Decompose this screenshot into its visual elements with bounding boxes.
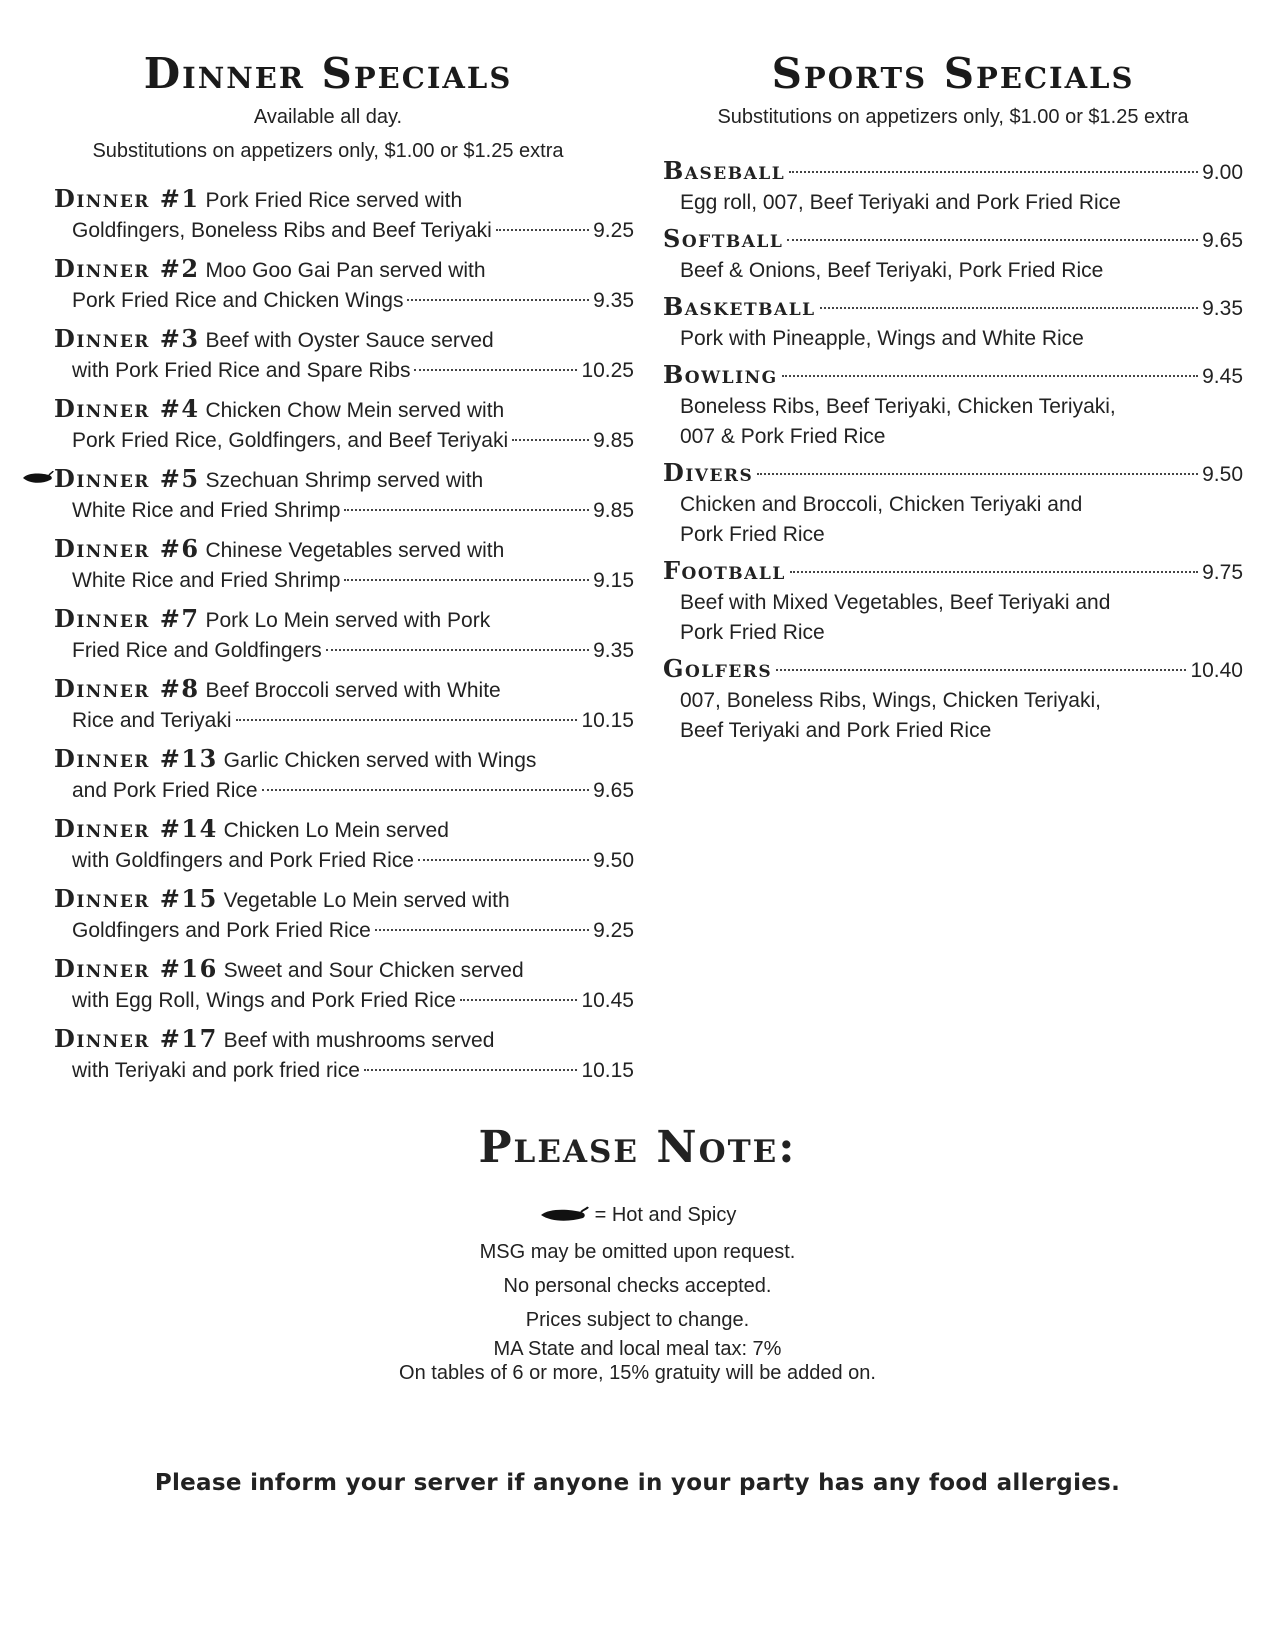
sports-item (663, 458, 1243, 550)
dinner-item-price: 9.85 (593, 429, 634, 452)
chili-pepper-icon (22, 470, 54, 486)
dinner-item-name: Dinner #2 (54, 254, 200, 283)
dinner-item-price: 9.25 (593, 919, 634, 942)
dinner-item-name: Dinner #13 (54, 744, 218, 773)
sports-item (663, 224, 1243, 286)
chili-pepper-icon (539, 1206, 589, 1224)
leader-dots (344, 579, 589, 581)
allergy-notice: Please inform your server if anyone in your party has any food allergies. (154, 1470, 1121, 1496)
dinner-item-price: 9.35 (593, 289, 634, 312)
dinner-item (22, 394, 634, 456)
dinner-item (22, 884, 634, 946)
leader-dots (344, 509, 589, 511)
sports-item-desc: Egg roll, 007, Beef Teriyaki and Pork Fried Rice (680, 191, 1121, 214)
dinner-item-name: Dinner #3 (54, 324, 200, 353)
dinner-item-price: 9.15 (593, 569, 634, 592)
sports-item-name: Softball (663, 224, 784, 253)
dinner-item-desc: Szechuan Shrimp served with (205, 469, 484, 492)
sports-substitutions: Substitutions on appetizers only, $1.00 or $1.25 extra (717, 106, 1189, 128)
dinner-item-name: Dinner #8 (54, 674, 200, 703)
dinner-item-desc: Chicken Chow Mein served with (205, 399, 505, 422)
dinner-item-desc-cont: Goldfingers, Boneless Ribs and Beef Teriyaki (72, 219, 492, 242)
dinner-item-desc: Pork Fried Rice served with (205, 189, 463, 212)
dinner-item-price: 10.45 (581, 989, 634, 1012)
leader-dots (776, 669, 1186, 671)
dinner-item-price: 9.35 (593, 639, 634, 662)
leader-dots (757, 473, 1198, 475)
dinner-item-name: Dinner #16 (54, 954, 218, 983)
sports-item-name: Basketball (663, 292, 816, 321)
dinner-item (22, 324, 634, 386)
dinner-item-desc-cont: with Egg Roll, Wings and Pork Fried Rice (72, 989, 456, 1012)
msg-note: MSG may be omitted upon request. (479, 1241, 796, 1263)
dinner-item-desc: Beef with mushrooms served (223, 1029, 495, 1052)
dinner-item-name: Dinner #1 (54, 184, 200, 213)
dinner-item-name: Dinner #4 (54, 394, 200, 423)
leader-dots (820, 307, 1199, 309)
dinner-item-desc-cont: Rice and Teriyaki (72, 709, 232, 732)
leader-dots (790, 571, 1198, 573)
sports-list (663, 156, 1243, 746)
leader-dots (236, 719, 578, 721)
dinner-item-price: 9.85 (593, 499, 634, 522)
sports-item (663, 556, 1243, 648)
dinner-item-price: 9.25 (593, 219, 634, 242)
dinner-item (22, 184, 634, 246)
dinner-item-desc-cont: and Pork Fried Rice (72, 779, 258, 802)
dinner-specials-title: Dinner Specials (143, 49, 513, 98)
sports-item-name: Divers (663, 458, 754, 487)
dinner-item-desc: Garlic Chicken served with Wings (223, 749, 537, 772)
dinner-item-name: Dinner #5 (54, 464, 200, 493)
sports-item-price: 9.35 (1202, 297, 1243, 320)
dinner-item-name: Dinner #17 (54, 1024, 218, 1053)
dinner-item-desc-cont: with Goldfingers and Pork Fried Rice (72, 849, 414, 872)
prices-note: Prices subject to change. (525, 1309, 750, 1331)
dinner-item-price: 9.50 (593, 849, 634, 872)
leader-dots (407, 299, 589, 301)
dinner-item (22, 744, 634, 806)
sports-item (663, 292, 1243, 354)
sports-item-desc: 007 & Pork Fried Rice (680, 425, 886, 448)
tax-note: MA State and local meal tax: 7% (493, 1338, 782, 1360)
sports-item-name: Football (663, 556, 786, 585)
dinner-item-desc: Pork Lo Mein served with Pork (205, 609, 491, 632)
dinner-item-desc: Chinese Vegetables served with (205, 539, 505, 562)
leader-dots (375, 929, 589, 931)
sports-item-desc: Chicken and Broccoli, Chicken Teriyaki and (680, 493, 1083, 516)
dinner-item-desc-cont: with Pork Fried Rice and Spare Ribs (72, 359, 411, 382)
sports-item-price: 9.75 (1202, 561, 1243, 584)
checks-note: No personal checks accepted. (503, 1275, 772, 1297)
leader-dots (262, 789, 590, 791)
dinner-item-desc-cont: Goldfingers and Pork Fried Rice (72, 919, 371, 942)
dinner-item-name: Dinner #14 (54, 814, 218, 843)
spicy-legend-text: = Hot and Spicy (594, 1204, 737, 1226)
sports-specials-title: Sports Specials (771, 49, 1135, 98)
leader-dots (496, 229, 589, 231)
dinner-item-price: 9.65 (593, 779, 634, 802)
dinner-item-desc: Beef with Oyster Sauce served (205, 329, 494, 352)
dinner-substitutions: Substitutions on appetizers only, $1.00 or $1.25 extra (92, 140, 564, 162)
leader-dots (414, 369, 577, 371)
dinner-item (22, 954, 634, 1016)
dinner-item-price: 10.15 (581, 1059, 634, 1082)
leader-dots (418, 859, 589, 861)
dinner-item (22, 534, 634, 596)
sports-item-desc: Beef Teriyaki and Pork Fried Rice (680, 719, 992, 742)
sports-item-desc: Boneless Ribs, Beef Teriyaki, Chicken Teriyaki, (680, 395, 1116, 418)
sports-item-price: 9.45 (1202, 365, 1243, 388)
sports-item-desc: 007, Boneless Ribs, Wings, Chicken Teriyaki, (680, 689, 1101, 712)
dinner-item-desc: Beef Broccoli served with White (205, 679, 501, 702)
dinner-item (22, 1024, 634, 1086)
leader-dots (782, 375, 1198, 377)
leader-dots (789, 171, 1198, 173)
sports-item-desc: Beef with Mixed Vegetables, Beef Teriyaki and (680, 591, 1111, 614)
please-note-title: Please Note: (478, 1122, 797, 1173)
dinner-item-price: 10.25 (581, 359, 634, 382)
sports-item-price: 9.65 (1202, 229, 1243, 252)
sports-item-price: 9.00 (1202, 161, 1243, 184)
sports-item-desc: Pork Fried Rice (680, 523, 825, 546)
please-note-section (0, 1118, 1275, 1385)
dinner-item (22, 254, 634, 316)
dinner-item-desc: Moo Goo Gai Pan served with (205, 259, 486, 282)
dinner-specials-section (22, 48, 634, 1094)
dinner-item-desc: Chicken Lo Mein served (223, 819, 449, 842)
leader-dots (364, 1069, 578, 1071)
leader-dots (787, 239, 1198, 241)
dinner-item-desc-cont: Fried Rice and Goldfingers (72, 639, 322, 662)
sports-item (663, 156, 1243, 218)
gratuity-note: On tables of 6 or more, 15% gratuity will be added on. (399, 1362, 876, 1384)
dinner-item-name: Dinner #7 (54, 604, 200, 633)
sports-item-desc: Pork with Pineapple, Wings and White Rice (680, 327, 1084, 350)
dinner-item-desc-cont: Pork Fried Rice, Goldfingers, and Beef Teriyaki (72, 429, 509, 452)
sports-item-desc: Pork Fried Rice (680, 621, 825, 644)
sports-item-price: 10.40 (1190, 659, 1243, 682)
dinner-item (22, 464, 634, 526)
sports-item-desc: Beef & Onions, Beef Teriyaki, Pork Fried Rice (680, 259, 1104, 282)
dinner-item-price: 10.15 (581, 709, 634, 732)
dinner-item (22, 604, 634, 666)
sports-item (663, 360, 1243, 452)
leader-dots (512, 439, 589, 441)
dinner-item-name: Dinner #15 (54, 884, 218, 913)
dinner-item-desc: Vegetable Lo Mein served with (223, 889, 510, 912)
sports-item-name: Bowling (663, 360, 778, 389)
dinner-item-name: Dinner #6 (54, 534, 200, 563)
dinner-item-desc-cont: Pork Fried Rice and Chicken Wings (72, 289, 404, 312)
dinner-item (22, 674, 634, 736)
spicy-legend (0, 1198, 1275, 1235)
sports-item-name: Baseball (663, 156, 786, 185)
sports-item-price: 9.50 (1202, 463, 1243, 486)
dinner-item-desc-cont: with Teriyaki and pork fried rice (72, 1059, 360, 1082)
dinner-item (22, 814, 634, 876)
dinner-item-desc: Sweet and Sour Chicken served (223, 959, 524, 982)
sports-item-name: Golfers (663, 654, 773, 683)
sports-item (663, 654, 1243, 746)
leader-dots (460, 999, 577, 1001)
dinner-item-desc-cont: White Rice and Fried Shrimp (72, 499, 341, 522)
sports-specials-section (663, 48, 1243, 752)
leader-dots (326, 649, 589, 651)
dinner-list (22, 184, 634, 1086)
dinner-item-desc-cont: White Rice and Fried Shrimp (72, 569, 341, 592)
dinner-availability: Available all day. (253, 106, 403, 128)
